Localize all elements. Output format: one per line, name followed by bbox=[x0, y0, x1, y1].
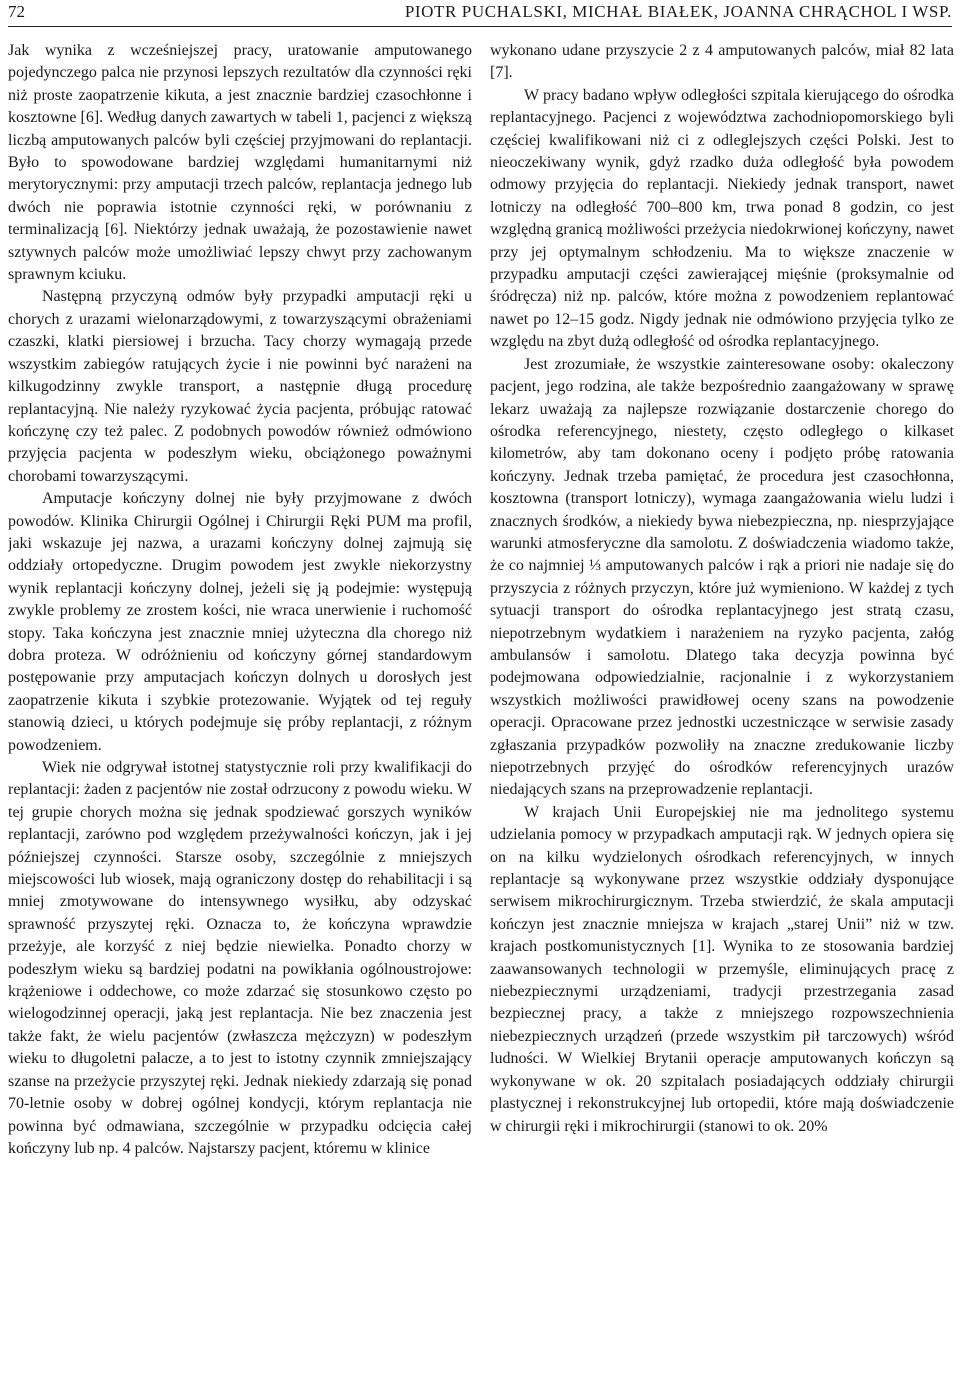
paragraph: wykonano udane przyszycie 2 z 4 amputowanych palców, miał 82 lata [7]. bbox=[490, 42, 954, 82]
paragraph: Wiek nie odgrywał istotnej statystycznie roli przy kwalifikacji do replantacji: żaden z pacjentów nie został odrzucony z powodu wieku. W tej grupie chorych można się jednak spodziewać gorszych wyników replantacji, zarówno pod względem przeżywalności kończyn, jak i jej późniejszej czynności. Starsze osoby, szczególnie z mniejszych miejscowości lub wiosek, mają ograniczony dostęp do rehabilitacji i są mniej zmotywowane do intensywnego wysiłku, aby odzyskać sprawność przyszytej ręki. Oznacza to, że kończyna wprawdzie przeżyje, ale korzyść z niej będzie niewielka. Ponadto chorzy w podeszłym wieku są bardziej podatni na powikłania ogólnoustrojowe: krążeniowe i oddechowe, co może zdarzać się stosunkowo często po wielogodzinnej operacji, jaką jest replantacja. Nie bez znaczenia jest także fakt, że wielu pacjentów (zwłaszcza mężczyzn) w podeszłym wieku to długoletni palacze, a to jest to istotny czynnik zmniejszający szanse na przeżycie przyszytej ręki. Jednak niekiedy zdarzają się ponad 70-letnie osoby w dobrej ogólnej kondycji, którym replantacja nie powinna być odmawiana, szczególnie w przypadku odcięcia całej kończyny lub np. 4 palców. Najstarszy pacjent, któremu w klinice bbox=[8, 759, 472, 1157]
paragraph: W krajach Unii Europejskiej nie ma jednolitego systemu udzielania pomocy w przypadkach amputacji rąk. W jednych opiera się on na kilku wydzielonych ośrodkach referencyjnych, w innych replantacje są wykonywane przez wszystkie oddziały dysponujące serwisem mikrochirurgicznym. Trzeba stwierdzić, że skala amputacji kończyn jest znacznie mniejsza w krajach „starej Unii” niż w tzw. krajach postkomunistycznych [1]. Wynika to ze stosowania bardziej zaawansowanych technologii w przemyśle, eliminujących pracę z niebezpiecznymi urządzeniami, tradycji przestrzegania zasad bezpiecznej pracy, a także z mniejszego rozpowszechnienia niebezpiecznych urządzeń (przede wszystkim pił tarczowych) wśród ludności. W Wielkiej Brytanii operacje amputowanych kończyn są wykonywane w ok. 20 szpitalach posiadających oddziały chirurgii plastycznej i rekonstrukcyjnej lub ortopedii, które mają doświadczenie w chirurgii ręki i mikrochirurgii (stanowi to ok. 20% bbox=[490, 803, 954, 1135]
page-number: 72 bbox=[8, 2, 25, 21]
right-column bbox=[490, 40, 954, 1392]
paragraph: W pracy badano wpływ odległości szpitala kierującego do ośrodka replantacyjnego. Pacjenci z województwa zachodniopomorskiego byli częściej kwalifikowani niż ci z odleglejszych części Polski. Jest to nieoczekiwany wynik, gdyż rzadko duża odległość była powodem odmowy przyjęcia do replantacji. Niekiedy jednak transport, nawet lotniczy na odległość 700–800 km, trwa ponad 8 godzin, co jest względną granicą możliwości przeżycia niedokrwionej kończyny, nawet przy jej optymalnym schłodzeniu. Ma to większe znaczenie w przypadku amputacji części zawierającej mięśnie (proksymalnie od śródręcza) niż np. palców, które można z powodzeniem replantować nawet po 12–15 godz. Nigdy jednak nie odmówiono przyjęcia tylko ze względu na zbyt dużą odległość od ośrodka replantacyjnego. bbox=[490, 86, 954, 351]
running-head-authors: PIOTR PUCHALSKI, MICHAŁ BIAŁEK, JOANNA CHRĄCHOL I WSP. bbox=[404, 2, 952, 21]
paragraph: Jest zrozumiałe, że wszystkie zainteresowane osoby: okaleczony pacjent, jego rodzina, ale także bezpośrednio zaangażowany w sprawę lekarz uważają za najlepsze rozwiązanie dostarczenie chorego do ośrodka referencyjnego, niestety, często odległego o kilkaset kilometrów, aby tam dokonano oceny i podjęto próbę ratowania kończyny. Jednak trzeba pamiętać, że procedura jest czasochłonna, kosztowna (transport lotniczy), wymaga zaangażowania wielu ludzi i znacznych środków, a niekiedy bywa niebezpieczna, np. niesprzyjające warunki atmosferyczne dla samolotu. Z doświadczenia wiadomo także, że co najmniej ⅓ amputowanych palców i rąk a priori nie nadaje się do przyszycia z różnych przyczyn, które już wymieniono. W każdej z tych sytuacji transport do ośrodka replantacyjnego jest stratą czasu, niepotrzebnym wydatkiem i narażeniem na ryzyko pacjenta, załóg ambulansów i samolotu. Dlatego taka decyzja powinna być podejmowana odpowiedzialnie, racjonalnie i z wykorzystaniem wszystkich możliwości prawidłowej oceny szans na powodzenie operacji. Opracowane przez jednostki uczestniczące w serwisie zasady zgłaszania przypadków pozwoliły na znaczne zredukowanie liczby niepotrzebnych przyjęć do ośrodków referencyjnych urazów niedających szans na przeprowadzenie replantacji. bbox=[490, 355, 954, 799]
page-header bbox=[8, 4, 952, 27]
paragraph: Jak wynika z wcześniejszej pracy, uratowanie amputowanego pojedynczego palca nie przynosi lepszych rezultatów dla czynności ręki niż proste zaopatrzenie kikuta, a jest znacznie bardziej czasochłonne i kosztowne [6]. Według danych zawartych w tabeli 1, pacjenci z większą liczbą amputowanych palców byli częściej przyjmowani do replantacji. Było to spowodowane bardziej względami humanitarnymi niż merytorycznymi: przy amputacji trzech palców, replantacja jednego lub dwóch nie poprawia istotnie czynności ręki, w porównaniu z terminalizacją [6]. Niektórzy jednak uważają, że pozostawienie nawet sztywnych palców może umożliwiać lepszy chwyt przy zachowanym sprawnym kciuku. bbox=[8, 42, 472, 284]
paragraph: Amputacje kończyny dolnej nie były przyjmowane z dwóch powodów. Klinika Chirurgii Ogólnej i Chirurgii Ręki PUM ma profil, jaki wskazuje jej nazwa, a urazami kończyny dolnej zajmują się oddziały ortopedyczne. Drugim powodem jest zwykle niekorzystny wynik replantacji kończyny dolnej, jeżeli się ją podejmie: występują zwykle problemy ze zrostem kości, nie wraca unerwienie i ruchomość stopy. Taka kończyna jest znacznie mniej użyteczna dla chorego niż dobra proteza. W odróżnieniu od kończyny górnej standardowym postępowanie przy amputacjach kończyn dolnych u dorosłych jest zaopatrzenie kikuta i szybkie protezowanie. Wyjątek od tej reguły stanowią dzieci, u których podejmuje się próby replantacji, z różnym powodzeniem. bbox=[8, 490, 472, 754]
paragraph: Następną przyczyną odmów były przypadki amputacji ręki u chorych z urazami wielonarządowymi, z towarzyszącymi obrażeniami czaszki, klatki piersiowej i brzucha. Tacy chorzy wymagają przede wszystkim zabiegów ratujących życie i nie powinni być narażeni na kilkugodzinny zwykle transport, a następnie długą procedurę replantacyjną. Nie należy ryzykować życia pacjenta, próbując ratować kończynę czy też palec. Z podobnych powodów również odmówiono przyjęcia pacjenta w podeszłym wieku, obciążonego poważnymi chorobami towarzyszącymi. bbox=[8, 288, 472, 485]
left-column bbox=[8, 40, 472, 1392]
